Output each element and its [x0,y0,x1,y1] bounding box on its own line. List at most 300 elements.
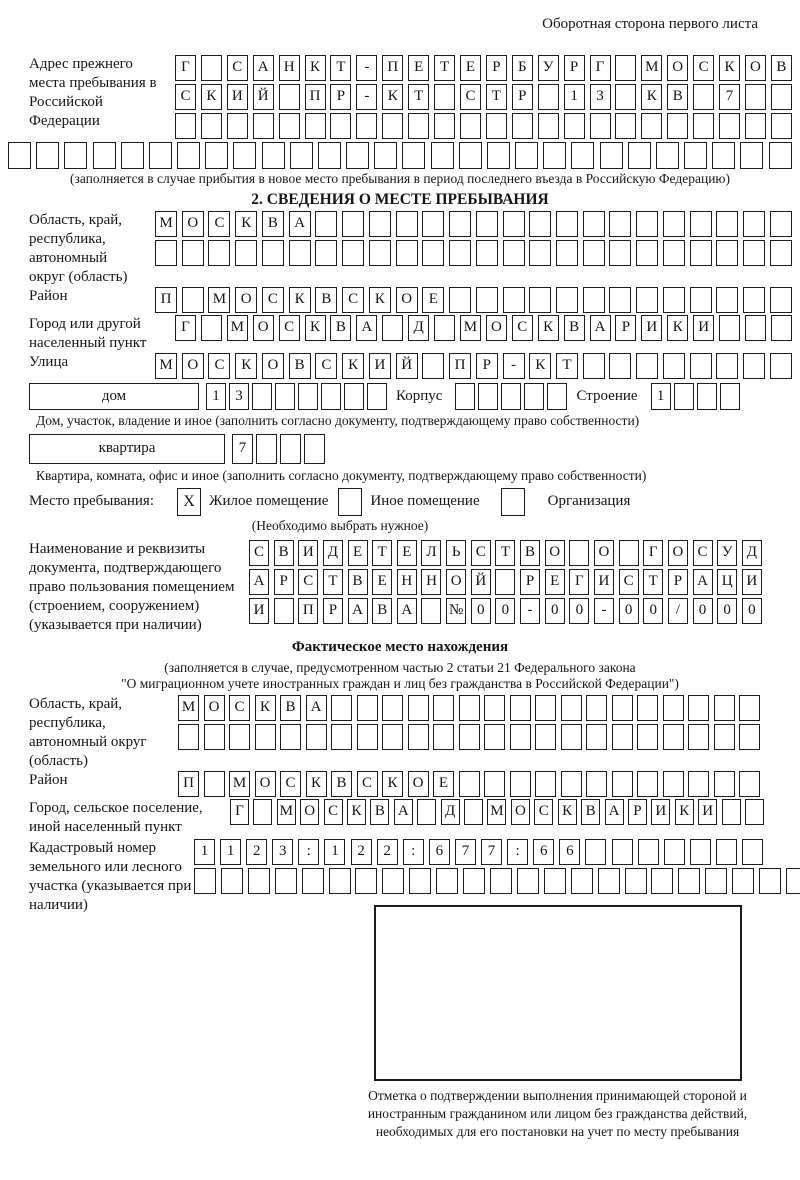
actual-region-row1 [178,695,760,721]
char-box: А [605,799,624,825]
char-box: С [262,287,284,313]
char-box: Т [408,84,429,110]
char-box: О [300,799,319,825]
char-box [408,724,429,750]
char-box [255,724,276,750]
char-box [262,142,285,169]
char-box [262,240,284,266]
char-box [586,724,607,750]
actual-location-note-line2: "О миграционном учете иностранных граждан и лиц без гражданства в Российской Федерации") [121,676,679,692]
char-box: С [512,315,533,341]
char-box [770,211,792,237]
char-box: 6 [559,839,580,865]
char-box: 3 [272,839,293,865]
char-box: 0 [569,598,589,624]
street-row [155,353,792,379]
char-box [663,771,684,797]
region-block [8,211,792,287]
char-box: К [641,84,662,110]
char-box: Т [330,55,351,81]
char-box: 3 [229,383,249,410]
char-box [535,695,556,721]
char-box: 7 [481,839,502,865]
char-box [433,724,454,750]
char-box: - [520,598,540,624]
char-box [204,724,225,750]
region-grids [155,211,792,266]
char-box [8,142,31,169]
char-box [329,868,351,894]
char-box [664,839,685,865]
char-box: В [581,799,600,825]
char-box [369,211,391,237]
char-box: П [382,55,403,81]
char-box [745,113,766,139]
char-box [719,315,740,341]
char-box: А [356,315,377,341]
char-box [742,839,763,865]
apartment-note: Квартира, комната, офис и иное (заполнить согласно документу, подтверждающему право собственности) [36,467,647,483]
char-box [121,142,144,169]
char-box: С [471,540,491,566]
char-box [739,771,760,797]
char-box: К [235,353,257,379]
char-box [529,211,551,237]
char-box: 1 [206,383,226,410]
char-box: Т [323,569,343,595]
char-box [367,383,387,410]
char-box [464,799,483,825]
char-box: 2 [246,839,267,865]
char-box: И [369,353,391,379]
char-box: Ь [446,540,466,566]
char-box: Е [545,569,565,595]
char-box: У [717,540,737,566]
char-box [408,695,429,721]
char-box [436,868,458,894]
stay-option-residential-checkbox: X [177,488,201,516]
char-box [615,84,636,110]
char-box: Л [421,540,441,566]
char-box [693,113,714,139]
char-box [476,211,498,237]
char-box [641,113,662,139]
actual-district-block [8,771,792,797]
char-box: К [201,84,222,110]
char-box [637,724,658,750]
char-box [714,771,735,797]
char-box: С [693,540,713,566]
district-label: Район [29,288,68,305]
char-box [280,724,301,750]
char-box [739,724,760,750]
korpus-label: Корпус [396,388,443,405]
char-box [330,113,351,139]
char-box [490,868,512,894]
char-box [204,771,225,797]
char-box [248,868,270,894]
char-box: И [298,540,318,566]
char-box [517,868,539,894]
char-box [612,771,633,797]
title-document-label: Наименование и реквизиты документа, подтверждающего право пользования помещением (строением, сооружением) (указывается при наличии) [29,541,235,634]
char-box [745,315,766,341]
char-box: О [545,540,565,566]
char-box [636,353,658,379]
cadastral-row1 [194,839,763,865]
char-box [556,211,578,237]
char-box: К [382,771,403,797]
char-box: К [289,287,311,313]
char-box [663,240,685,266]
char-box: О [408,771,429,797]
char-box: Р [486,55,507,81]
stamp-box [374,905,742,1081]
char-box [93,142,116,169]
char-box: К [529,353,551,379]
char-box: С [357,771,378,797]
char-box [690,353,712,379]
char-box: Е [408,55,429,81]
char-box: Р [476,353,498,379]
char-box [771,113,792,139]
prev-address-grids [175,55,792,139]
char-box [409,868,431,894]
char-box [636,287,658,313]
char-box: Т [486,84,507,110]
char-box: И [693,315,714,341]
char-box: О [182,353,204,379]
char-box: - [594,598,614,624]
char-box: Р [615,315,636,341]
char-box: К [305,315,326,341]
char-box: С [298,569,318,595]
char-box [583,353,605,379]
stamp-area [320,905,795,1141]
char-box: С [693,55,714,81]
char-box [684,142,707,169]
char-box: О [182,211,204,237]
char-box [487,142,510,169]
char-box [36,142,59,169]
char-box [459,724,480,750]
char-box: 6 [533,839,554,865]
region-row1 [155,211,792,237]
char-box: О [668,540,688,566]
char-box [408,113,429,139]
char-box: И [641,315,662,341]
char-box: Е [397,540,417,566]
char-box [529,287,551,313]
city-label: Город или другой населенный пункт [29,316,147,352]
stay-option-residential-label: Жилое помещение [209,493,329,510]
char-box: - [356,55,377,81]
char-box: Г [175,55,196,81]
char-box: Г [569,569,589,595]
stamp-note: Отметка о подтверждении выполнения принимающей стороной и иностранным гражданином или лицом без гражданства действий, необходимых для его постановки на учет по месту пребывания [367,1088,748,1139]
char-box [759,868,781,894]
char-box: Е [372,569,392,595]
char-box: Т [643,569,663,595]
char-box: Г [175,315,196,341]
char-box [538,84,559,110]
actual-region-label: Область, край, республика, автономный округ (область) [29,695,147,769]
char-box: И [698,799,717,825]
char-box [342,240,364,266]
char-box: Д [441,799,460,825]
char-box [501,383,521,410]
char-box [586,695,607,721]
char-box: 1 [220,839,241,865]
char-box: 0 [495,598,515,624]
char-box [449,211,471,237]
char-box: Р [628,799,647,825]
char-box [663,211,685,237]
char-box [460,113,481,139]
title-document-block [8,540,792,635]
char-box [503,287,525,313]
char-box [561,771,582,797]
char-box: 1 [564,84,585,110]
char-box [155,240,177,266]
char-box [674,383,694,410]
house-name-box: дом [29,383,199,410]
char-box [743,287,765,313]
char-box [229,724,250,750]
char-box: 0 [619,598,639,624]
char-box: 0 [742,598,762,624]
stroenie-label: Строение [576,388,638,405]
char-box: С [534,799,553,825]
char-box [722,799,741,825]
char-box [524,383,544,410]
char-box [688,695,709,721]
char-box: 0 [471,598,491,624]
stay-place-label: Место пребывания: [29,493,154,510]
char-box [422,211,444,237]
char-box: Г [590,55,611,81]
char-box [590,113,611,139]
char-box [201,55,222,81]
char-box [600,142,623,169]
char-box [402,142,425,169]
actual-location-note-line1: (заполняется в случае, предусмотренном частью 2 статьи 21 Федерального закона [164,660,636,676]
char-box: Р [668,569,688,595]
char-box [651,868,673,894]
actual-city-block [8,799,792,837]
char-box: У [538,55,559,81]
char-box [663,287,685,313]
char-box [609,240,631,266]
char-box: О [235,287,257,313]
char-box: С [342,287,364,313]
char-box [64,142,87,169]
char-box [663,695,684,721]
char-box: 2 [351,839,372,865]
char-box [486,113,507,139]
char-box: В [274,540,294,566]
char-box [422,353,444,379]
char-box: Д [408,315,429,341]
actual-city-label: Город, сельское поселение, иной населенный пункт [29,799,203,835]
char-box: Д [742,540,762,566]
char-box [305,113,326,139]
char-box: И [594,569,614,595]
char-box [346,142,369,169]
actual-city-row [230,799,764,825]
street-block [8,353,792,379]
cadastral-block [8,839,792,915]
char-box: С [460,84,481,110]
city-block [8,315,792,353]
char-box [484,724,505,750]
char-box [720,383,740,410]
char-box [598,868,620,894]
char-box: А [306,695,327,721]
actual-region-row2 [178,724,760,750]
char-box: - [503,353,525,379]
char-box [637,695,658,721]
char-box [449,287,471,313]
char-box [612,839,633,865]
char-box: О [486,315,507,341]
char-box [583,240,605,266]
char-box [478,383,498,410]
char-box [556,287,578,313]
char-box: Й [253,84,274,110]
char-box [382,695,403,721]
char-box: 7 [719,84,740,110]
char-box [690,287,712,313]
char-box: П [305,84,326,110]
char-box [743,240,765,266]
char-box: 0 [545,598,565,624]
title-document-row1 [249,540,762,566]
char-box: : [403,839,424,865]
char-box [740,142,763,169]
char-box: О [745,55,766,81]
char-box [484,771,505,797]
char-box: М [227,315,248,341]
char-box [510,695,531,721]
char-box [149,142,172,169]
char-box [382,724,403,750]
char-box [612,724,633,750]
char-box: М [155,211,177,237]
title-document-row3 [249,598,762,624]
stay-option-other-label: Иное помещение [370,493,480,510]
char-box [770,240,792,266]
char-box: Т [434,55,455,81]
char-box [569,540,589,566]
char-box [714,695,735,721]
char-box [561,724,582,750]
char-box [417,799,436,825]
char-box: Р [520,569,540,595]
char-box: О [396,287,418,313]
char-box: И [742,569,762,595]
stay-option-other-checkbox [338,488,362,516]
char-box [690,211,712,237]
char-box [302,868,324,894]
char-box: И [651,799,670,825]
region-label: Область, край, республика, автономный округ (область) [29,212,128,286]
char-box: М [229,771,250,797]
char-box [194,868,216,894]
char-box [656,142,679,169]
char-box [503,211,525,237]
char-box [561,695,582,721]
char-box [619,540,639,566]
actual-location-title: Фактическое место нахождения [291,639,509,656]
char-box: А [394,799,413,825]
char-box [374,142,397,169]
char-box: О [255,771,276,797]
char-box: Н [279,55,300,81]
char-box [719,113,740,139]
char-box: В [289,353,311,379]
char-box [201,315,222,341]
char-box [227,113,248,139]
char-box [357,724,378,750]
district-block [8,287,792,313]
char-box [583,211,605,237]
char-box [382,315,403,341]
char-box: В [564,315,585,341]
char-box [182,287,204,313]
char-box [431,142,454,169]
char-box: М [178,695,199,721]
char-box: 0 [693,598,713,624]
char-box [279,84,300,110]
char-box [535,724,556,750]
char-box [252,383,272,410]
char-box [716,240,738,266]
char-box [382,113,403,139]
char-box: В [370,799,389,825]
char-box: В [331,771,352,797]
char-box [221,868,243,894]
char-box: К [667,315,688,341]
stay-place-row [29,488,792,516]
char-box [253,799,272,825]
char-box: В [520,540,540,566]
char-box: В [330,315,351,341]
char-box: О [446,569,466,595]
char-box: М [460,315,481,341]
char-box: О [594,540,614,566]
char-box [495,569,515,595]
house-note: Дом, участок, владение и иное (заполнить согласно документу, подтверждающему право собственности) [36,413,640,429]
char-box [535,771,556,797]
char-box [693,84,714,110]
char-box: А [590,315,611,341]
char-box: А [253,55,274,81]
char-box: А [397,598,417,624]
char-box [235,240,257,266]
char-box: В [348,569,368,595]
char-box: В [372,598,392,624]
char-box [177,142,200,169]
char-box: 7 [232,434,253,464]
char-box [663,724,684,750]
char-box [182,240,204,266]
char-box: К [675,799,694,825]
char-box [342,211,364,237]
char-box [714,724,735,750]
char-box: С [208,353,230,379]
street-label: Улица [29,354,69,371]
